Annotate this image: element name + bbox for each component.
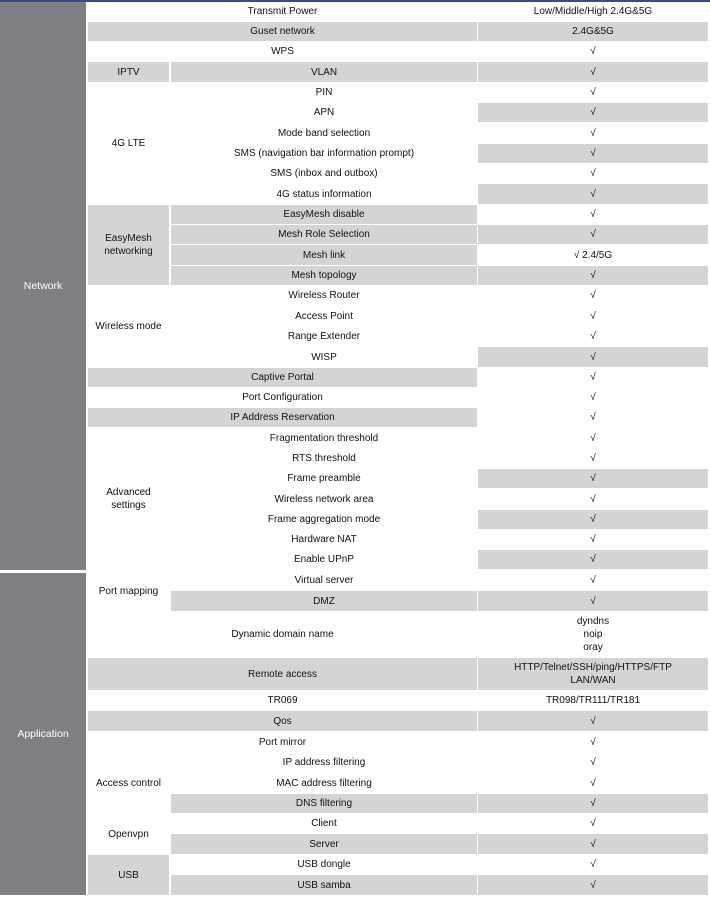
feature-cell: Range Extender xyxy=(171,327,477,346)
value-cell: √ xyxy=(478,550,708,569)
feature-cell: RTS threshold xyxy=(171,449,477,468)
value-cell: √ xyxy=(478,773,708,793)
feature-cell: PIN xyxy=(171,83,477,102)
feature-cell: USB samba xyxy=(171,875,477,895)
value-cell: √ 2.4/5G xyxy=(478,245,708,265)
feature-cell: Mesh topology xyxy=(171,266,477,285)
value-cell: dyndns noip oray xyxy=(478,612,708,657)
feature-cell: SMS (inbox and outbox) xyxy=(171,164,477,183)
value-cell: √ xyxy=(478,368,708,387)
feature-cell: DMZ xyxy=(171,591,477,611)
feature-cell: Mesh link xyxy=(171,245,477,265)
value-cell: √ xyxy=(478,591,708,611)
value-cell: √ xyxy=(478,753,708,772)
value-cell: √ xyxy=(478,144,708,163)
value-cell: √ xyxy=(478,184,708,204)
value-cell: 2.4G&5G xyxy=(478,22,708,41)
value-cell: √ xyxy=(478,62,708,82)
value-cell: √ xyxy=(478,428,708,448)
feature-cell: TR069 xyxy=(88,691,477,710)
value-cell: √ xyxy=(478,83,708,102)
feature-cell: Frame preamble xyxy=(171,469,477,488)
value-cell: √ xyxy=(478,42,708,61)
value-cell: √ xyxy=(478,327,708,346)
group-openvpn: Openvpn xyxy=(88,814,169,854)
feature-cell: Qos xyxy=(88,711,477,731)
value-cell: √ xyxy=(478,530,708,549)
feature-cell: Wireless Router xyxy=(171,286,477,305)
value-cell: TR098/TR111/TR181 xyxy=(478,691,708,710)
feature-cell: Client xyxy=(171,814,477,833)
value-cell: √ xyxy=(478,286,708,305)
value-cell: √ xyxy=(478,711,708,731)
value-cell: Low/Middle/High 2.4G&5G xyxy=(478,2,708,21)
feature-cell: Enable UPnP xyxy=(171,550,477,569)
value-cell: √ xyxy=(478,875,708,895)
feature-cell: Virtual server xyxy=(171,571,477,590)
feature-cell: Mesh Role Selection xyxy=(171,225,477,244)
value-cell: HTTP/Telnet/SSH/ping/HTTPS/FTP LAN/WAN xyxy=(478,658,708,690)
value-cell: √ xyxy=(478,306,708,326)
group-port-mapping: Port mapping xyxy=(88,571,169,611)
group-usb: USB xyxy=(88,855,169,895)
value-cell: √ xyxy=(478,103,708,122)
feature-cell: Guset network xyxy=(88,22,477,41)
group-iptv: IPTV xyxy=(88,62,169,82)
group-advanced-settings: Advanced settings xyxy=(88,428,169,569)
feature-cell: Transmit Power xyxy=(88,2,477,21)
value-cell: √ xyxy=(478,266,708,285)
feature-cell: IP Address Reservation xyxy=(88,408,477,427)
feature-cell: Port Configuration xyxy=(88,388,477,407)
value-cell: √ xyxy=(478,814,708,833)
value-cell: √ xyxy=(478,834,708,854)
feature-cell: Captive Portal xyxy=(88,368,477,387)
feature-cell: WPS xyxy=(88,42,477,61)
feature-cell: Hardware NAT xyxy=(171,530,477,549)
feature-cell: DNS filtering xyxy=(171,794,477,813)
value-cell: √ xyxy=(478,123,708,143)
feature-cell: Dynamic domain name xyxy=(88,612,477,657)
feature-cell: IP address filtering xyxy=(171,753,477,772)
feature-cell: 4G status information xyxy=(171,184,477,204)
feature-cell: Port mirror xyxy=(88,732,477,752)
feature-cell: Fragmentation threshold xyxy=(171,428,477,448)
feature-cell: Wireless network area xyxy=(171,489,477,509)
value-cell: √ xyxy=(478,408,708,427)
feature-cell: EasyMesh disable xyxy=(171,205,477,224)
value-cell: √ xyxy=(478,794,708,813)
value-cell: √ xyxy=(478,449,708,468)
group-4g-lte: 4G LTE xyxy=(88,83,169,204)
feature-cell: SMS (navigation bar information prompt) xyxy=(171,144,477,163)
value-cell: √ xyxy=(478,205,708,224)
value-cell: √ xyxy=(478,571,708,590)
value-cell: √ xyxy=(478,469,708,488)
value-cell: √ xyxy=(478,732,708,752)
value-cell: √ xyxy=(478,489,708,509)
feature-cell: APN xyxy=(171,103,477,122)
feature-cell: Server xyxy=(171,834,477,854)
value-cell: √ xyxy=(478,164,708,183)
value-cell: √ xyxy=(478,388,708,407)
feature-cell: Remote access xyxy=(88,658,477,690)
feature-cell: WISP xyxy=(171,347,477,367)
group-wireless-mode: Wireless mode xyxy=(88,286,169,367)
category-application: Application xyxy=(0,573,86,895)
value-cell: √ xyxy=(478,855,708,874)
value-cell: √ xyxy=(478,347,708,367)
feature-cell: Frame aggregation mode xyxy=(171,510,477,529)
feature-cell: MAC address filtering xyxy=(171,773,477,793)
value-cell: √ xyxy=(478,510,708,529)
group-easymesh: EasyMesh networking xyxy=(88,205,169,285)
value-cell: √ xyxy=(478,225,708,244)
feature-cell: USB dongle xyxy=(171,855,477,874)
feature-cell: VLAN xyxy=(171,62,477,82)
feature-cell: Mode band selection xyxy=(171,123,477,143)
feature-cell: Access Point xyxy=(171,306,477,326)
category-network: Network xyxy=(0,2,86,571)
group-access-control: Access control xyxy=(88,753,169,813)
